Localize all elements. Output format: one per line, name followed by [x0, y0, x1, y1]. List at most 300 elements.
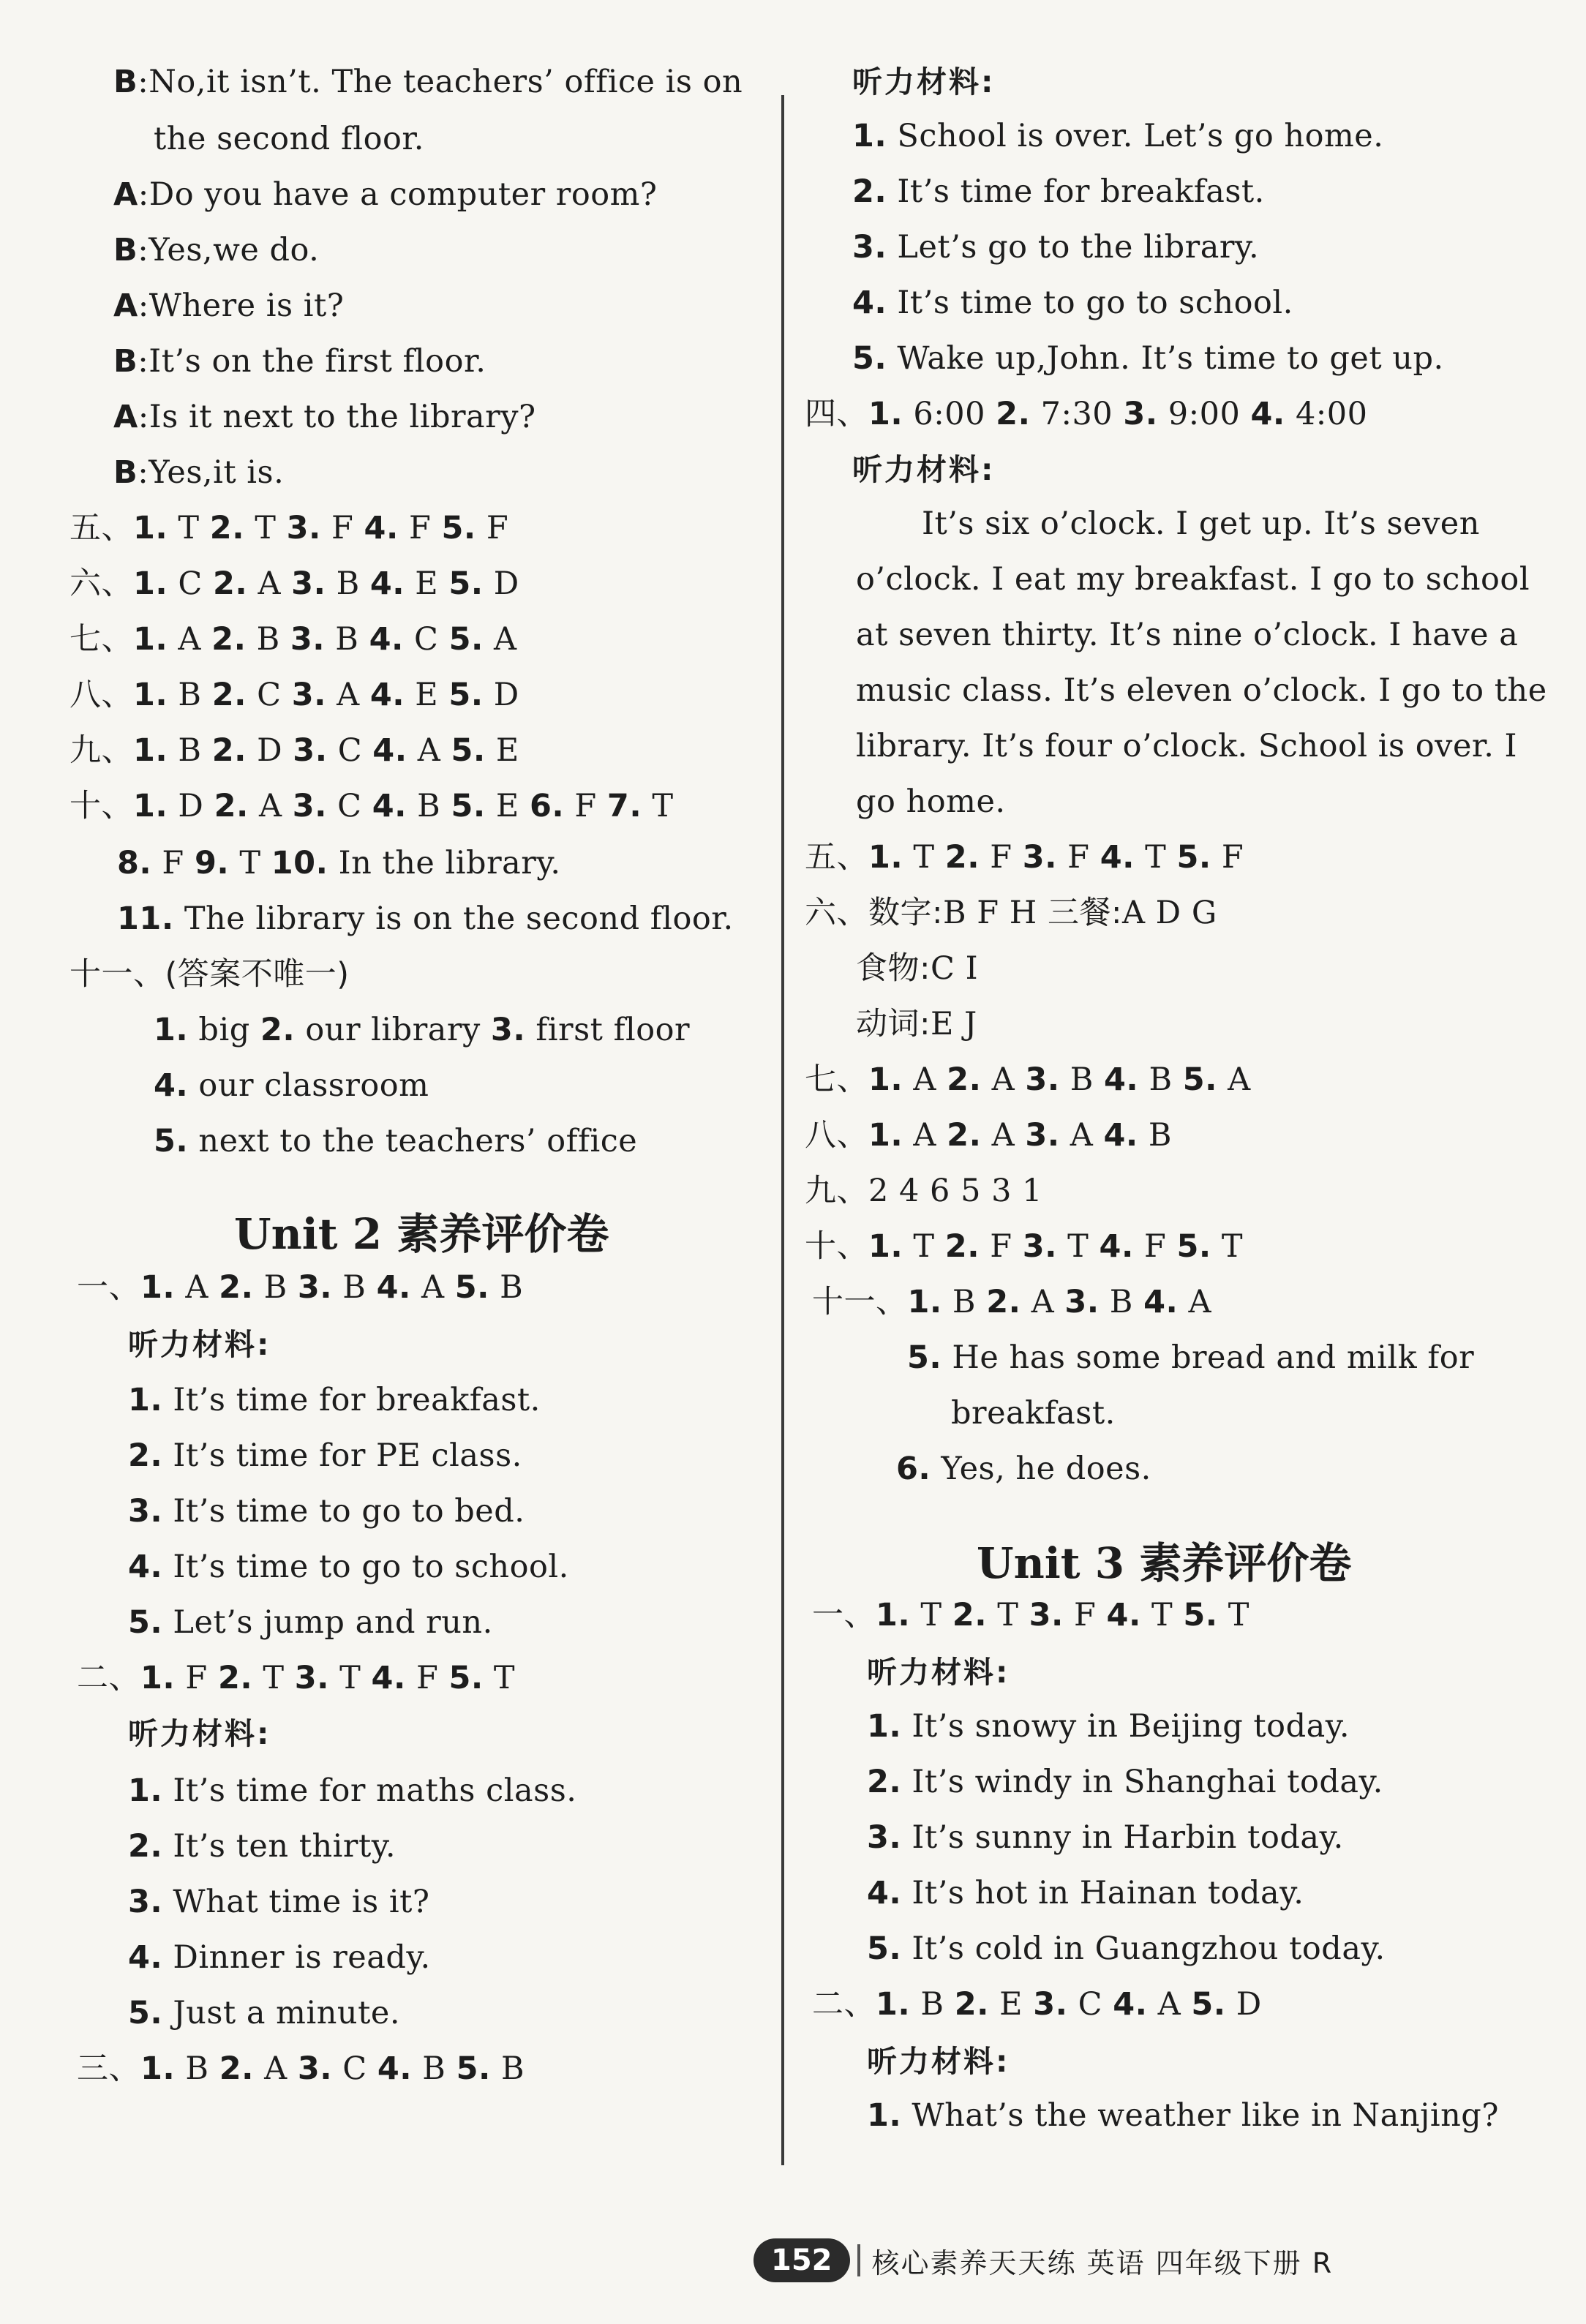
listening-material-label: 听力材料: — [852, 452, 996, 487]
answer-text: 7:30 — [1030, 396, 1124, 432]
item-number: 8. — [117, 845, 152, 881]
answer-text: E — [405, 677, 449, 713]
item-number: 3. — [1025, 1117, 1060, 1154]
answer-text: F — [398, 510, 442, 546]
item-number: 4. — [364, 510, 399, 546]
answer-line — [867, 1874, 1304, 1912]
item-number: 1. — [140, 1269, 176, 1306]
answer-line — [852, 339, 1444, 377]
item-number: 10. — [271, 845, 328, 881]
answer-text: E — [485, 732, 519, 769]
item-number: 2. — [944, 839, 980, 876]
item-number: 4. — [372, 788, 407, 824]
answer-text: A — [903, 1061, 947, 1098]
item-number: 1. — [867, 1708, 902, 1745]
answer-text: F — [1063, 1597, 1107, 1633]
answer-line — [128, 1548, 569, 1586]
answer-line — [154, 1011, 690, 1049]
item-number: 3. — [286, 510, 321, 546]
answer-text: B — [490, 2050, 525, 2087]
answer-text: breakfast. — [951, 1395, 1116, 1432]
item-number: 2. — [260, 1012, 296, 1048]
answer-text: F — [980, 1228, 1023, 1265]
item-number: 3. — [1025, 1061, 1060, 1098]
item-number: A — [113, 399, 138, 435]
answer-line — [805, 1172, 1042, 1210]
item-number: 5. — [1183, 1597, 1218, 1633]
answer-text: Yes, he does. — [931, 1451, 1151, 1487]
item-number: 2. — [947, 1061, 982, 1098]
answer-line — [69, 676, 519, 714]
answer-text: D — [483, 565, 519, 602]
item-number: 1. — [852, 118, 887, 154]
answer-text: A — [1021, 1284, 1065, 1320]
answer-text: :Where is it? — [138, 287, 345, 324]
answer-line — [113, 342, 486, 380]
section-label: 动词: — [856, 1006, 931, 1042]
item-number: 2. — [954, 1986, 989, 2023]
answer-text: T — [229, 845, 271, 881]
item-number: A — [113, 287, 138, 324]
item-number: 4. — [369, 621, 404, 658]
answer-line — [856, 727, 1517, 765]
answer-text: B — [246, 621, 290, 658]
answer-line — [812, 1283, 1211, 1321]
item-number: 2. — [211, 621, 247, 658]
item-number: 1. — [128, 1382, 163, 1418]
answer-text: Just a minute. — [162, 1995, 400, 2031]
answer-text: Let’s jump and run. — [162, 1604, 493, 1641]
item-number: 2. — [996, 396, 1031, 432]
answer-text: B — [253, 1269, 298, 1306]
item-number: 4. — [1103, 1117, 1138, 1154]
answer-text: B — [412, 2050, 456, 2087]
answer-text: T — [329, 1660, 372, 1696]
section-label: 三、 — [77, 2050, 140, 2087]
answer-line — [113, 454, 284, 492]
item-number: 2. — [944, 1228, 980, 1265]
answer-text: C — [403, 621, 449, 658]
answer-line — [951, 1394, 1116, 1432]
answer-line — [852, 451, 995, 489]
answer-text: C — [332, 2050, 377, 2087]
answer-text: first floor — [525, 1012, 691, 1048]
item-number: 3. — [1123, 396, 1158, 432]
item-number: 3. — [490, 1012, 526, 1048]
answer-line — [867, 1819, 1344, 1857]
item-number: 1. — [128, 1772, 163, 1809]
answer-line — [128, 1603, 493, 1642]
answer-text: next to the teachers’ office — [188, 1123, 638, 1159]
answer-text: B — [407, 788, 451, 824]
item-number: 5. — [128, 1604, 163, 1641]
answer-line — [812, 1985, 1262, 2023]
item-number: 1. — [133, 677, 168, 713]
section-label: 六、数字: — [805, 895, 943, 931]
answer-text: A — [483, 621, 517, 658]
item-number: 1. — [133, 788, 168, 824]
answer-text: B — [1138, 1061, 1183, 1098]
item-number: B — [113, 64, 138, 100]
item-number: 5. — [1182, 1061, 1217, 1098]
answer-line — [856, 616, 1518, 654]
item-number: 4. — [377, 2050, 413, 2087]
item-number: 3. — [291, 677, 326, 713]
answer-line — [69, 787, 674, 825]
answer-line — [154, 120, 424, 158]
answer-text: F — [320, 510, 364, 546]
answer-line — [113, 231, 319, 269]
item-number: 5. — [451, 788, 486, 824]
item-number: 3. — [867, 1819, 902, 1856]
section-label: 二、 — [812, 1986, 876, 2023]
answer-text: A — [903, 1117, 947, 1154]
answer-text: the second floor. — [154, 121, 424, 157]
answer-line — [907, 1339, 1474, 1377]
item-number: 1. — [154, 1012, 189, 1048]
answer-text: T — [987, 1597, 1029, 1633]
item-number: 5. — [1191, 1986, 1226, 2023]
item-number: 2. — [214, 788, 249, 824]
answer-text: A — [326, 677, 370, 713]
page-number: 152 — [753, 2238, 850, 2282]
answer-line — [867, 1707, 1350, 1745]
item-number: 5. — [456, 2050, 491, 2087]
item-number: 4. — [867, 1875, 902, 1911]
section-label: 八、 — [805, 1117, 868, 1154]
item-number: 2. — [217, 1660, 253, 1696]
item-number: 4. — [1100, 839, 1135, 876]
answer-line — [856, 949, 978, 988]
answer-text: B — [175, 2050, 219, 2087]
item-number: 3. — [292, 788, 327, 824]
answer-text: F — [1057, 839, 1100, 876]
answer-line — [128, 1492, 525, 1530]
answer-line — [852, 228, 1259, 266]
answer-text: A — [1059, 1117, 1104, 1154]
answer-text: go home. — [856, 783, 1006, 820]
unit3-heading: Unit 3 素养评价卷 — [977, 1538, 1352, 1588]
answer-text: C I — [931, 950, 979, 987]
page-footer — [753, 2237, 1333, 2284]
item-number: 2. — [213, 565, 248, 602]
answer-text: C — [1067, 1986, 1113, 2023]
answer-line — [113, 176, 657, 214]
answer-line — [867, 1930, 1386, 1968]
item-number: 3. — [297, 2050, 333, 2087]
item-number: 2. — [211, 732, 247, 769]
item-number: 4. — [1113, 1986, 1148, 2023]
answer-line — [69, 565, 519, 603]
answer-text: A — [1217, 1061, 1251, 1098]
answer-text: A — [247, 565, 292, 602]
answer-line — [117, 844, 561, 882]
item-number: 11. — [117, 900, 174, 937]
item-number: 5. — [448, 677, 484, 713]
item-number: B — [113, 343, 138, 380]
item-number: 2. — [952, 1597, 988, 1633]
item-number: 1. — [867, 2097, 902, 2134]
section-label: 一、 — [812, 1597, 876, 1633]
answer-text: T — [1057, 1228, 1100, 1265]
section-label: 七、 — [805, 1061, 868, 1098]
section-label: 食物: — [856, 950, 931, 987]
answer-text: It’s time for breakfast. — [162, 1382, 541, 1418]
answer-text: library. It’s four o’clock. School is over. I — [856, 728, 1518, 764]
answer-text: :Do you have a computer room? — [138, 176, 658, 213]
answer-text: F — [1211, 839, 1244, 876]
answer-text: :Yes,we do. — [138, 232, 320, 268]
answer-text: T — [1134, 839, 1177, 876]
answer-text: A — [981, 1061, 1026, 1098]
answer-text: 6:00 — [903, 396, 996, 432]
answer-text: D — [168, 788, 214, 824]
answer-text: It’s time for PE class. — [162, 1437, 522, 1474]
answer-text: C — [168, 565, 214, 602]
answer-line — [856, 1005, 977, 1043]
answer-text: B — [168, 732, 212, 769]
item-number: 1. — [140, 2050, 176, 2087]
answer-line — [812, 1596, 1249, 1634]
section-label: 十、 — [805, 1228, 868, 1265]
answer-text: A — [410, 1269, 455, 1306]
answer-text: E J — [931, 1006, 977, 1042]
item-number: 2. — [947, 1117, 982, 1154]
section-label: 五、 — [69, 510, 133, 546]
answer-text: T — [1140, 1597, 1184, 1633]
answer-text: big — [188, 1012, 260, 1048]
item-number: 1. — [133, 510, 168, 546]
item-number: B — [113, 232, 138, 268]
item-number: 4. — [371, 1660, 406, 1696]
answer-text: B — [489, 1269, 524, 1306]
answer-text: F — [405, 1660, 449, 1696]
answer-text: Wake up,John. It’s time to get up. — [887, 340, 1444, 377]
answer-line — [867, 2042, 1010, 2080]
answer-text: D — [483, 677, 519, 713]
answer-line — [805, 1227, 1243, 1266]
answer-text: :It’s on the first floor. — [138, 343, 486, 380]
answer-text: 2 4 6 5 3 1 — [868, 1173, 1042, 1209]
item-number: 4. — [128, 1549, 163, 1585]
item-number: 1. — [876, 1986, 911, 2023]
answer-text: T — [903, 839, 945, 876]
item-number: 1. — [868, 839, 903, 876]
answer-text: A — [175, 1269, 219, 1306]
answer-line — [128, 1325, 271, 1364]
unit2-heading: Unit 2 素养评价卷 — [234, 1209, 609, 1259]
answer-text: A — [407, 732, 451, 769]
answer-line — [852, 63, 995, 101]
answer-text: F — [980, 839, 1023, 876]
item-number: 2. — [852, 173, 887, 210]
answer-text: Let’s go to the library. — [887, 229, 1260, 266]
answer-line — [69, 955, 350, 993]
item-number: 4. — [1106, 1597, 1141, 1633]
answer-text: C — [327, 732, 373, 769]
item-number: 3. — [1064, 1284, 1100, 1320]
item-number: 1. — [140, 1660, 176, 1696]
answer-text: 9:00 — [1157, 396, 1251, 432]
answer-line — [154, 1122, 637, 1160]
answer-text: B — [332, 1269, 377, 1306]
answer-text: our library — [295, 1012, 491, 1048]
answer-line — [113, 398, 536, 436]
answer-text: It’s hot in Hainan today. — [901, 1875, 1304, 1911]
section-label: 七、 — [69, 621, 133, 658]
answer-text: :No,it isn’t. The teachers’ office is on — [138, 64, 743, 100]
listening-material-label: 听力材料: — [128, 1327, 271, 1362]
answer-text: B — [325, 621, 369, 658]
answer-text: 4:00 — [1285, 396, 1368, 432]
answer-line — [856, 560, 1530, 598]
item-number: 3. — [852, 229, 887, 266]
item-number: 2. — [219, 2050, 254, 2087]
answer-text: It’s ten thirty. — [162, 1828, 396, 1865]
item-number: 6. — [529, 788, 565, 824]
answer-text: F — [564, 788, 607, 824]
answer-line — [867, 1763, 1383, 1801]
answer-text: B — [942, 1284, 987, 1320]
item-number: 5. — [448, 1660, 484, 1696]
answer-line — [77, 2050, 525, 2088]
item-number: 4. — [369, 565, 405, 602]
answer-text: It’s snowy in Beijing today. — [901, 1708, 1350, 1745]
answer-text: F — [1133, 1228, 1177, 1265]
section-label: 十一、(答案不唯一) — [69, 956, 350, 993]
section-label: 九、 — [69, 732, 133, 769]
section-label: 五、 — [805, 839, 868, 876]
answer-text: It’s six o’clock. I get up. It’s seven — [922, 505, 1480, 542]
answer-text: F — [151, 845, 195, 881]
item-number: 1. — [868, 1117, 903, 1154]
item-number: 1. — [133, 621, 168, 658]
answer-text: B — [168, 677, 212, 713]
answer-text: In the library. — [328, 845, 561, 881]
listening-material-label: 听力材料: — [867, 1655, 1010, 1690]
item-number: 3. — [1033, 1986, 1068, 2023]
answer-text: A D G — [1121, 895, 1217, 931]
answer-line — [805, 1116, 1172, 1154]
item-number: 2. — [867, 1764, 902, 1800]
column-divider — [781, 95, 784, 2165]
answer-text: A — [981, 1117, 1026, 1154]
answer-line — [867, 2097, 1499, 2135]
answer-text: It’s cold in Guangzhou today. — [901, 1930, 1386, 1967]
item-number: 3. — [294, 1660, 330, 1696]
item-number: 3. — [293, 732, 328, 769]
item-number: 3. — [128, 1884, 163, 1920]
item-number: 1. — [876, 1597, 911, 1633]
answer-line — [896, 1450, 1151, 1488]
answer-line — [69, 620, 517, 658]
item-number: 1. — [868, 1228, 903, 1265]
item-number: 2. — [211, 677, 247, 713]
answer-text: E — [485, 788, 530, 824]
item-number: 3. — [290, 621, 326, 658]
answer-text: E — [405, 565, 449, 602]
answer-text: B F H — [943, 895, 1048, 931]
answer-text: A — [248, 788, 293, 824]
answer-text: :Is it next to the library? — [138, 399, 536, 435]
answer-line — [922, 505, 1480, 543]
answer-line — [852, 173, 1265, 211]
item-number: 5. — [1176, 839, 1211, 876]
item-number: 3. — [128, 1493, 163, 1530]
item-number: 5. — [1176, 1228, 1211, 1265]
answer-line — [77, 1268, 523, 1306]
answer-text: T — [483, 1660, 516, 1696]
answer-text: F — [476, 510, 509, 546]
item-number: 7. — [606, 788, 642, 824]
item-number: 1. — [868, 396, 903, 432]
answer-text: T — [244, 510, 287, 546]
answer-line — [128, 1883, 429, 1921]
item-number: 5. — [448, 565, 484, 602]
answer-line — [805, 894, 1217, 932]
answer-line — [69, 509, 508, 547]
answer-text: T — [168, 510, 210, 546]
listening-material-label: 听力材料: — [867, 2044, 1010, 2079]
item-number: 4. — [852, 285, 887, 321]
item-number: 9. — [194, 845, 230, 881]
answer-text: It’s time for maths class. — [162, 1772, 577, 1809]
item-number: 4. — [154, 1067, 189, 1104]
answer-text: D — [246, 732, 293, 769]
answer-text: What’s the weather like in Nanjing? — [901, 2097, 1499, 2134]
answer-text: F — [175, 1660, 218, 1696]
answer-text: The library is on the second floor. — [173, 900, 734, 937]
answer-text: B — [1099, 1284, 1144, 1320]
item-number: 5. — [852, 340, 887, 377]
answer-text: E — [988, 1986, 1034, 2023]
item-number: 3. — [1022, 1228, 1058, 1265]
section-label: 四、 — [805, 396, 868, 432]
answer-text: our classroom — [188, 1067, 429, 1104]
answer-text: What time is it? — [162, 1884, 430, 1920]
answer-line — [128, 1437, 522, 1475]
answer-text: T — [903, 1228, 945, 1265]
section-label: 一、 — [77, 1269, 140, 1306]
item-number: 1. — [868, 1061, 903, 1098]
answer-text: C — [327, 788, 372, 824]
item-number: 5. — [154, 1123, 189, 1159]
answer-line — [128, 1827, 396, 1865]
answer-line — [154, 1067, 429, 1105]
answer-text: :Yes,it is. — [138, 454, 285, 491]
item-number: 2. — [128, 1828, 163, 1865]
answer-line — [805, 838, 1244, 876]
answer-text: School is over. Let’s go home. — [887, 118, 1384, 154]
item-number: 4. — [1104, 1061, 1139, 1098]
item-number: 4. — [369, 677, 405, 713]
answer-line — [852, 284, 1293, 322]
answer-text: T — [910, 1597, 952, 1633]
footer-separator — [857, 2244, 860, 2276]
answer-text: It’s sunny in Harbin today. — [901, 1819, 1344, 1856]
item-number: 3. — [1022, 839, 1058, 876]
answer-line — [128, 1772, 576, 1810]
item-number: 3. — [1029, 1597, 1064, 1633]
answer-text: B — [910, 1986, 955, 2023]
item-number: 5. — [867, 1930, 902, 1967]
answer-line — [117, 900, 734, 938]
answer-line — [856, 783, 1006, 821]
answer-line — [805, 395, 1368, 433]
section-label: 六、 — [69, 565, 133, 602]
listening-material-label: 听力材料: — [852, 64, 996, 99]
answer-line — [856, 672, 1547, 710]
